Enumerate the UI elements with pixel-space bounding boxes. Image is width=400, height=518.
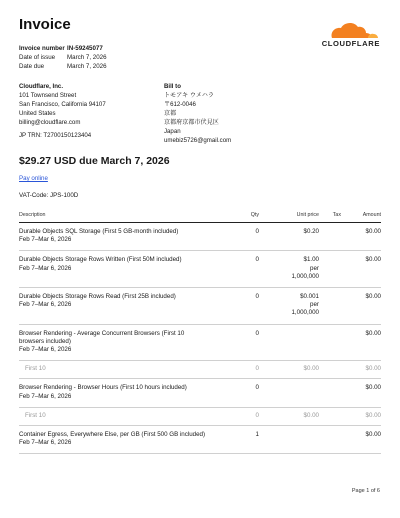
invoice-number-row (19, 44, 107, 53)
row-amount: $0.00 (365, 293, 381, 301)
seller-name: Cloudflare, Inc. (19, 83, 64, 90)
row-description (19, 293, 219, 318)
row-description (19, 365, 219, 373)
line-items-table (19, 212, 381, 454)
row-period: Feb 7–Mar 6, 2026 (19, 439, 72, 447)
row-unit-price (259, 431, 319, 447)
row-amount: $0.00 (365, 365, 381, 373)
row-unit-price-line: $0.001 (300, 293, 319, 301)
row-amount: $0.00 (365, 329, 381, 337)
table-row (19, 325, 381, 362)
page-number: Page 1 of 6 (351, 488, 380, 494)
row-unit-price (259, 330, 319, 355)
header-unit-price: Unit price (296, 212, 319, 218)
row-tax (319, 365, 341, 373)
row-tax (319, 228, 341, 244)
row-amount: $0.00 (365, 256, 381, 264)
row-description-line: browsers included) (19, 337, 71, 345)
row-amount: $0.00 (365, 411, 381, 419)
row-unit-price (259, 365, 319, 373)
invoice-meta (19, 44, 107, 71)
row-amount: $0.00 (365, 384, 381, 392)
row-amount: $0.00 (365, 228, 381, 235)
row-tax (319, 431, 341, 447)
row-tax (319, 330, 341, 355)
row-description-line: First 10 (25, 365, 46, 373)
row-unit-price-line: $0.00 (303, 365, 319, 373)
cloud-icon (302, 20, 380, 40)
row-qty: 0 (255, 228, 259, 235)
row-unit-price (259, 293, 319, 318)
row-description (19, 256, 219, 281)
table-body (19, 223, 381, 454)
seller-line2: San Francisco, California 94107 (19, 101, 106, 108)
row-description-line: Durable Objects Storage Rows Written (First 50M included) (19, 256, 182, 264)
row-unit-price-line: $0.20 (303, 228, 319, 235)
row-tax (319, 293, 341, 318)
row-period: Feb 7–Mar 6, 2026 (19, 264, 72, 272)
row-unit-price-line: $1.00 (303, 256, 319, 264)
row-qty: 0 (255, 365, 259, 373)
logo-wordmark: CLOUDFLARE (321, 39, 380, 48)
row-qty: 0 (255, 256, 259, 264)
seller-address (19, 82, 106, 140)
row-tax (319, 384, 341, 400)
header-amount: Amount (362, 212, 381, 218)
row-unit-price-line: 1,000,000 (291, 272, 319, 280)
row-period: Feb 7–Mar 6, 2026 (19, 392, 72, 400)
row-description (19, 330, 219, 355)
row-unit-price (259, 412, 319, 420)
amount-due-summary: $29.27 USD due March 7, 2026 (19, 155, 170, 167)
row-unit-price (259, 384, 319, 400)
invoice-number-label: Invoice number (19, 45, 65, 52)
bill-to-line3: 京都府京都市伏見区 (164, 119, 219, 126)
header-qty: Qty (250, 212, 259, 218)
row-qty: 0 (255, 384, 259, 392)
row-unit-price-line: 1,000,000 (291, 309, 319, 317)
bill-to-line2: 京都 (164, 110, 177, 117)
row-period: Feb 7–Mar 6, 2026 (19, 346, 72, 354)
row-unit-price-line: per (310, 301, 319, 309)
bill-to-email: umebiz5726@gmail.com (164, 137, 232, 144)
bill-to-line4: Japan (164, 128, 181, 135)
row-description (19, 431, 219, 447)
row-description-line: Durable Objects Storage Rows Read (First 25B included) (19, 293, 176, 301)
seller-trn: JP TRN: T2700150123404 (19, 132, 92, 139)
row-description-line: Container Egress, Everywhere Else, per GB (First 500 GB included) (19, 431, 206, 439)
date-due: March 7, 2026 (67, 63, 107, 70)
table-row (19, 288, 381, 325)
bill-to-address (164, 82, 231, 145)
row-amount: $0.00 (365, 431, 381, 439)
row-description (19, 412, 219, 420)
invoice-number: IN-59245077 (67, 45, 103, 52)
row-description-line: Browser Rendering - Browser Hours (First 10 hours included) (19, 384, 187, 392)
row-description-line: Durable Objects SQL Storage (First 5 GB-month included) (19, 228, 179, 235)
row-description-line: First 10 (25, 411, 46, 419)
row-period: Feb 7–Mar 6, 2026 (19, 236, 72, 244)
date-of-issue: March 7, 2026 (67, 54, 107, 61)
table-row (19, 379, 381, 407)
header-description: Description (19, 212, 46, 218)
cloudflare-logo (302, 20, 380, 48)
table-row (19, 251, 381, 288)
table-row (19, 223, 381, 251)
seller-line3: United States (19, 110, 56, 117)
row-description (19, 384, 219, 400)
row-period: Feb 7–Mar 6, 2026 (19, 301, 72, 309)
date-due-row (19, 62, 107, 71)
row-qty: 0 (255, 411, 259, 419)
row-tax (319, 256, 341, 281)
row-qty: 0 (255, 293, 259, 301)
seller-line1: 101 Townsend Street (19, 92, 77, 99)
row-description (19, 228, 219, 244)
row-unit-price-line: $0.00 (303, 411, 319, 419)
row-unit-price (259, 256, 319, 281)
row-unit-price (259, 228, 319, 244)
table-row (19, 426, 381, 454)
table-subrow (19, 408, 381, 426)
date-of-issue-label: Date of issue (19, 54, 56, 61)
table-subrow (19, 361, 381, 379)
date-of-issue-row (19, 53, 107, 62)
pay-online-link[interactable]: Pay online (19, 175, 48, 182)
bill-to-heading: Bill to (164, 83, 181, 90)
invoice-title: Invoice (19, 16, 71, 33)
row-description-line: Browser Rendering - Average Concurrent Browsers (First 10 (19, 329, 185, 337)
bill-to-name: トモアキ ウメハラ (164, 92, 214, 99)
row-tax (319, 412, 341, 420)
row-qty: 0 (255, 329, 259, 337)
header-tax: Tax (332, 212, 341, 218)
table-header (19, 212, 381, 223)
row-unit-price-line: per (310, 264, 319, 272)
bill-to-line1: 〒612-0046 (164, 101, 196, 108)
seller-email: billing@cloudflare.com (19, 119, 81, 126)
date-due-label: Date due (19, 63, 45, 70)
row-qty: 1 (255, 431, 259, 439)
vat-code: VAT-Code: JPS-100D (19, 192, 79, 199)
